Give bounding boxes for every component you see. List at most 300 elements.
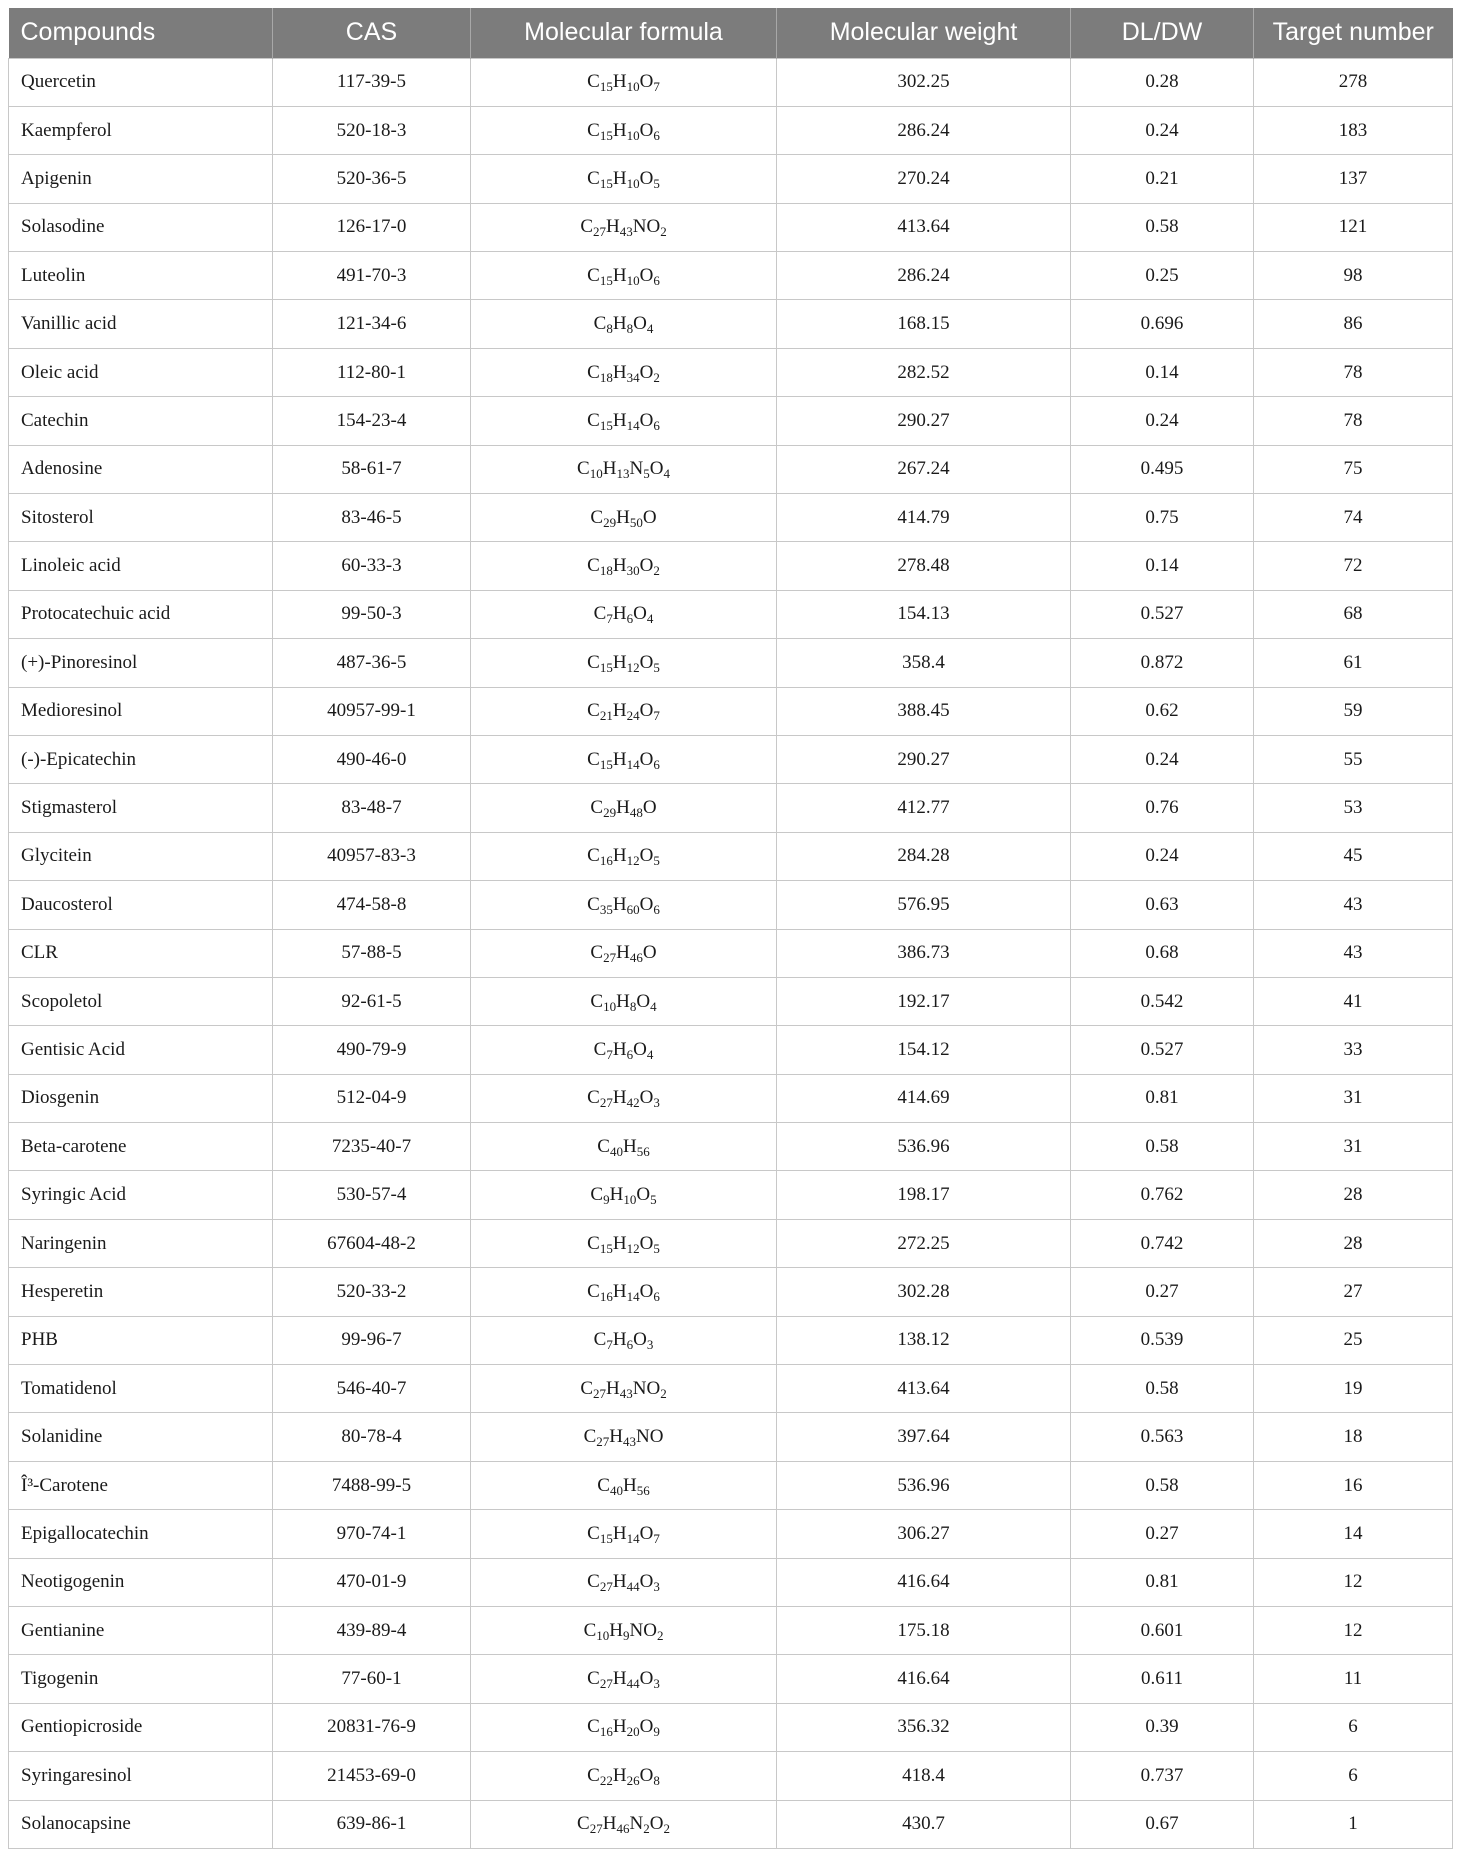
compound-name-cell: Daucosterol	[9, 881, 273, 929]
compounds-table	[8, 8, 1453, 1849]
formula-subscript: 16	[599, 853, 613, 869]
formula-element: H	[612, 71, 627, 93]
formula-subscript: 10	[626, 272, 640, 288]
dl-dw-cell: 0.81	[1071, 1074, 1254, 1122]
formula-subscript: 5	[653, 175, 660, 191]
formula-subscript: 8	[626, 321, 634, 337]
cas-cell: 83-48-7	[273, 784, 471, 832]
target-number-cell: 19	[1254, 1365, 1453, 1413]
cas-cell: 117-39-5	[273, 58, 471, 106]
molecular-formula-cell	[471, 1607, 777, 1655]
formula-subscript: 8	[653, 1772, 660, 1788]
compound-name-cell: Scopoletol	[9, 977, 273, 1025]
cas-cell: 470-01-9	[273, 1558, 471, 1606]
compound-name-cell: Sitosterol	[9, 494, 273, 542]
compound-name-cell: PHB	[9, 1316, 273, 1364]
target-number-cell: 183	[1254, 106, 1453, 154]
molecular-formula-cell	[471, 1219, 777, 1267]
formula-element: C	[587, 167, 600, 189]
compound-name-cell: Stigmasterol	[9, 784, 273, 832]
molecular-weight-cell: 175.18	[777, 1607, 1071, 1655]
formula-subscript: 27	[596, 1434, 610, 1450]
formula-element: H	[616, 797, 630, 819]
formula-subscript: 3	[646, 1337, 654, 1353]
molecular-formula-cell	[471, 348, 777, 396]
compound-name-cell: Apigenin	[9, 155, 273, 203]
formula-subscript: 3	[653, 1676, 660, 1692]
cas-cell: 520-33-2	[273, 1268, 471, 1316]
formula-element: H	[612, 748, 627, 770]
formula-element: C	[587, 1764, 600, 1786]
formula-subscript: 9	[603, 1192, 610, 1208]
cas-cell: 40957-99-1	[273, 687, 471, 735]
formula-subscript: 2	[653, 563, 660, 579]
molecular-formula-cell	[471, 494, 777, 542]
molecular-formula-cell	[471, 1655, 777, 1703]
formula-subscript: 18	[599, 563, 613, 579]
cas-cell: 67604-48-2	[273, 1219, 471, 1267]
formula-element: O	[633, 603, 647, 625]
formula-subscript: 56	[636, 1482, 650, 1498]
formula-element: C	[593, 1329, 607, 1351]
formula-element: H	[602, 1813, 617, 1835]
formula-element: H	[612, 361, 627, 383]
dl-dw-cell: 0.527	[1071, 590, 1254, 638]
formula-element: O	[639, 1280, 654, 1302]
formula-element: C	[590, 1184, 604, 1206]
formula-subscript: 6	[653, 901, 660, 917]
molecular-weight-cell: 282.52	[777, 348, 1071, 396]
formula-subscript: 8	[606, 321, 613, 337]
formula-element: O	[639, 1668, 654, 1690]
molecular-weight-cell: 430.7	[777, 1800, 1071, 1848]
formula-element: C	[590, 797, 604, 819]
header-molecular-formula: Molecular formula	[471, 8, 777, 58]
formula-element: H	[602, 458, 617, 480]
formula-subscript: 56	[636, 1143, 650, 1159]
formula-element: C	[587, 1087, 600, 1109]
compound-name-cell: Catechin	[9, 397, 273, 445]
molecular-weight-cell: 198.17	[777, 1171, 1071, 1219]
formula-element: O	[639, 119, 654, 141]
molecular-formula-cell	[471, 1074, 777, 1122]
formula-subscript: 6	[653, 417, 660, 433]
formula-subscript: 27	[603, 950, 617, 966]
formula-subscript: 30	[626, 563, 640, 579]
cas-cell: 60-33-3	[273, 542, 471, 590]
dl-dw-cell: 0.63	[1071, 881, 1254, 929]
dl-dw-cell: 0.563	[1071, 1413, 1254, 1461]
formula-subscript: 27	[589, 1821, 603, 1837]
header-dl-dw: DL/DW	[1071, 8, 1254, 58]
formula-element: O	[642, 942, 657, 964]
table-row	[9, 1752, 1453, 1800]
dl-dw-cell: 0.539	[1071, 1316, 1254, 1364]
formula-subscript: 15	[599, 272, 613, 288]
table-row	[9, 735, 1453, 783]
formula-element: C	[580, 216, 593, 238]
target-number-cell: 25	[1254, 1316, 1453, 1364]
table-row	[9, 1316, 1453, 1364]
formula-subscript: 7	[653, 79, 660, 95]
target-number-cell: 43	[1254, 929, 1453, 977]
target-number-cell: 31	[1254, 1074, 1453, 1122]
molecular-weight-cell: 536.96	[777, 1123, 1071, 1171]
formula-subscript: 4	[646, 1047, 654, 1062]
formula-element: C	[580, 1377, 593, 1399]
formula-element: H	[609, 1619, 623, 1641]
formula-element: O	[639, 1232, 654, 1254]
dl-dw-cell: 0.24	[1071, 397, 1254, 445]
molecular-formula-cell	[471, 832, 777, 880]
molecular-formula-cell	[471, 155, 777, 203]
formula-subscript: 27	[593, 1385, 606, 1401]
molecular-formula-cell	[471, 1123, 777, 1171]
formula-subscript: 6	[653, 272, 660, 288]
formula-element: H	[606, 216, 620, 238]
target-number-cell: 31	[1254, 1123, 1453, 1171]
formula-subscript: 10	[596, 1627, 610, 1643]
formula-subscript: 44	[626, 1676, 640, 1692]
dl-dw-cell: 0.39	[1071, 1703, 1254, 1751]
molecular-weight-cell: 168.15	[777, 300, 1071, 348]
formula-subscript: 3	[653, 1095, 660, 1111]
table-row	[9, 348, 1453, 396]
compound-name-cell: (+)-Pinoresinol	[9, 639, 273, 687]
molecular-formula-cell	[471, 252, 777, 300]
formula-element: C	[587, 119, 600, 141]
molecular-formula-cell	[471, 1703, 777, 1751]
formula-subscript: 15	[599, 1240, 613, 1256]
cas-cell: 491-70-3	[273, 252, 471, 300]
dl-dw-cell: 0.68	[1071, 929, 1254, 977]
table-row	[9, 977, 1453, 1025]
compound-name-cell: Linoleic acid	[9, 542, 273, 590]
table-row	[9, 1074, 1453, 1122]
molecular-formula-cell	[471, 1171, 777, 1219]
molecular-weight-cell: 414.79	[777, 494, 1071, 542]
molecular-weight-cell: 270.24	[777, 155, 1071, 203]
table-row	[9, 203, 1453, 251]
compound-name-cell: Hesperetin	[9, 1268, 273, 1316]
cas-cell: 530-57-4	[273, 1171, 471, 1219]
formula-subscript: 46	[616, 1821, 630, 1837]
formula-element: O	[649, 458, 664, 480]
formula-subscript: 34	[626, 369, 640, 385]
compound-name-cell: Naringenin	[9, 1219, 273, 1267]
target-number-cell: 43	[1254, 881, 1453, 929]
formula-subscript: 46	[629, 950, 643, 966]
cas-cell: 7235-40-7	[273, 1123, 471, 1171]
compound-name-cell: Medioresinol	[9, 687, 273, 735]
formula-subscript: 42	[626, 1095, 640, 1111]
formula-element: H	[616, 942, 630, 964]
formula-element: H	[612, 167, 627, 189]
molecular-weight-cell: 386.73	[777, 929, 1071, 977]
compound-name-cell: Solanocapsine	[9, 1800, 273, 1848]
formula-subscript: 10	[626, 79, 640, 95]
dl-dw-cell: 0.58	[1071, 1123, 1254, 1171]
table-row	[9, 1268, 1453, 1316]
formula-subscript: 13	[616, 466, 630, 482]
formula-subscript: 10	[589, 466, 603, 482]
target-number-cell: 86	[1254, 300, 1453, 348]
formula-subscript: 14	[626, 756, 640, 772]
cas-cell: 80-78-4	[273, 1413, 471, 1461]
target-number-cell: 59	[1254, 687, 1453, 735]
molecular-weight-cell: 397.64	[777, 1413, 1071, 1461]
formula-subscript: 5	[653, 853, 660, 869]
formula-element: H	[609, 1184, 624, 1206]
formula-subscript: 4	[646, 611, 654, 627]
target-number-cell: 55	[1254, 735, 1453, 783]
formula-subscript: 43	[622, 1434, 636, 1450]
formula-subscript: 43	[619, 224, 633, 240]
formula-subscript: 22	[599, 1772, 613, 1788]
molecular-formula-cell	[471, 203, 777, 251]
formula-element: NO	[632, 1377, 661, 1399]
target-number-cell: 45	[1254, 832, 1453, 880]
table-row	[9, 1703, 1453, 1751]
formula-subscript: 15	[599, 417, 613, 433]
formula-subscript: 2	[656, 1627, 664, 1643]
target-number-cell: 27	[1254, 1268, 1453, 1316]
formula-element: C	[577, 1813, 590, 1835]
table-row	[9, 542, 1453, 590]
cas-cell: 126-17-0	[273, 203, 471, 251]
formula-subscript: 12	[626, 853, 640, 869]
formula-element: H	[612, 845, 627, 867]
table-row	[9, 1607, 1453, 1655]
formula-subscript: 26	[626, 1772, 640, 1788]
cas-cell: 112-80-1	[273, 348, 471, 396]
molecular-formula-cell	[471, 542, 777, 590]
formula-subscript: 15	[599, 1530, 613, 1546]
molecular-formula-cell	[471, 687, 777, 735]
formula-subscript: 6	[626, 611, 634, 627]
table-row	[9, 1558, 1453, 1606]
molecular-formula-cell	[471, 1752, 777, 1800]
dl-dw-cell: 0.762	[1071, 1171, 1254, 1219]
target-number-cell: 16	[1254, 1461, 1453, 1509]
formula-element: C	[590, 942, 604, 964]
formula-subscript: 20	[626, 1724, 640, 1740]
formula-subscript: 50	[629, 514, 643, 530]
compound-name-cell: (-)-Epicatechin	[9, 735, 273, 783]
cas-cell: 77-60-1	[273, 1655, 471, 1703]
formula-element: O	[633, 1329, 647, 1351]
formula-element: H	[616, 506, 630, 528]
molecular-formula-cell	[471, 397, 777, 445]
formula-subscript: 7	[653, 708, 660, 724]
formula-subscript: 29	[603, 805, 617, 821]
formula-element: O	[639, 748, 654, 770]
formula-subscript: 24	[626, 708, 640, 724]
table-row	[9, 687, 1453, 735]
formula-element: C	[583, 1619, 597, 1641]
header-target-number: Target number	[1272, 18, 1434, 47]
formula-subscript: 6	[653, 1288, 660, 1304]
formula-element: O	[639, 167, 654, 189]
formula-subscript: 10	[603, 998, 617, 1014]
compound-name-cell: Oleic acid	[9, 348, 273, 396]
formula-element: C	[587, 651, 600, 673]
formula-element: N	[629, 1813, 644, 1835]
header-compounds: Compounds	[9, 8, 273, 58]
formula-subscript: 27	[599, 1676, 613, 1692]
formula-subscript: 6	[626, 1337, 634, 1353]
target-number-cell: 28	[1254, 1171, 1453, 1219]
molecular-weight-cell: 290.27	[777, 735, 1071, 783]
compound-name-cell: Gentianine	[9, 1607, 273, 1655]
molecular-weight-cell: 388.45	[777, 687, 1071, 735]
dl-dw-cell: 0.696	[1071, 300, 1254, 348]
formula-subscript: 5	[643, 466, 650, 482]
formula-subscript: 14	[626, 1530, 640, 1546]
formula-subscript: 6	[653, 756, 660, 772]
target-number-cell: 6	[1254, 1752, 1453, 1800]
dl-dw-cell: 0.27	[1071, 1268, 1254, 1316]
cas-cell: 57-88-5	[273, 929, 471, 977]
formula-subscript: 5	[653, 659, 660, 675]
target-number-cell: 78	[1254, 397, 1453, 445]
compound-name-cell: Protocatechuic acid	[9, 590, 273, 638]
formula-subscript: 3	[653, 1579, 660, 1595]
formula-subscript: 44	[626, 1579, 640, 1595]
formula-subscript: 4	[650, 998, 657, 1014]
molecular-weight-cell: 192.17	[777, 977, 1071, 1025]
formula-subscript: 35	[599, 901, 613, 917]
formula-element: H	[616, 990, 630, 1012]
formula-element: H	[612, 555, 627, 577]
formula-element: O	[639, 264, 654, 286]
formula-element: O	[639, 845, 654, 867]
table-row	[9, 1026, 1453, 1074]
formula-subscript: 14	[626, 417, 640, 433]
formula-element: O	[639, 1716, 654, 1738]
formula-element: H	[612, 1716, 627, 1738]
table-row	[9, 929, 1453, 977]
molecular-formula-cell	[471, 106, 777, 154]
formula-subscript: 15	[599, 175, 613, 191]
table-row	[9, 106, 1453, 154]
formula-element: H	[606, 1377, 620, 1399]
molecular-weight-cell: 358.4	[777, 639, 1071, 687]
formula-element: O	[639, 1087, 654, 1109]
cas-cell: 474-58-8	[273, 881, 471, 929]
formula-element: O	[633, 1039, 647, 1060]
compound-name-cell: Quercetin	[9, 58, 273, 106]
compound-name-cell: Î³-Carotene	[9, 1461, 273, 1509]
molecular-weight-cell: 284.28	[777, 832, 1071, 880]
compound-name-cell: CLR	[9, 929, 273, 977]
cas-cell: 970-74-1	[273, 1510, 471, 1558]
table-row	[9, 1365, 1453, 1413]
table-row	[9, 832, 1453, 880]
dl-dw-cell: 0.495	[1071, 445, 1254, 493]
compound-name-cell: Beta-carotene	[9, 1123, 273, 1171]
dl-dw-cell: 0.58	[1071, 1461, 1254, 1509]
molecular-weight-cell: 290.27	[777, 397, 1071, 445]
molecular-formula-cell	[471, 1800, 777, 1848]
target-number-cell: 74	[1254, 494, 1453, 542]
formula-element: O	[642, 506, 657, 528]
formula-element: H	[612, 409, 627, 431]
formula-element: O	[649, 1813, 664, 1835]
formula-element: O	[639, 71, 654, 93]
formula-subscript: 10	[626, 127, 640, 143]
dl-dw-cell: 0.24	[1071, 832, 1254, 880]
table-row	[9, 397, 1453, 445]
molecular-formula-cell	[471, 1026, 777, 1074]
molecular-weight-cell: 306.27	[777, 1510, 1071, 1558]
formula-element: C	[587, 1522, 600, 1544]
dl-dw-cell: 0.14	[1071, 542, 1254, 590]
table-row	[9, 58, 1453, 106]
table-row	[9, 1655, 1453, 1703]
compound-name-cell: Kaempferol	[9, 106, 273, 154]
molecular-formula-cell	[471, 1365, 777, 1413]
formula-element: H	[612, 1329, 627, 1351]
table-row	[9, 1461, 1453, 1509]
molecular-formula-cell	[471, 1510, 777, 1558]
formula-element: C	[587, 1668, 600, 1690]
formula-subscript: 14	[626, 1288, 640, 1304]
compound-name-cell: Epigallocatechin	[9, 1510, 273, 1558]
formula-element: H	[612, 264, 627, 286]
formula-subscript: 6	[653, 127, 660, 143]
formula-subscript: 2	[663, 1821, 670, 1837]
formula-element: H	[612, 700, 627, 722]
formula-element: C	[587, 555, 600, 577]
dl-dw-cell: 0.76	[1071, 784, 1254, 832]
cas-cell: 99-50-3	[273, 590, 471, 638]
molecular-weight-cell: 154.12	[777, 1026, 1071, 1074]
formula-element: H	[612, 1522, 627, 1544]
cas-cell: 520-18-3	[273, 106, 471, 154]
cas-cell: 58-61-7	[273, 445, 471, 493]
compound-name-cell: Gentiopicroside	[9, 1703, 273, 1751]
target-number-cell: 78	[1254, 348, 1453, 396]
table-row	[9, 300, 1453, 348]
molecular-weight-cell: 138.12	[777, 1316, 1071, 1364]
formula-element: O	[642, 797, 657, 819]
formula-subscript: 2	[653, 369, 660, 385]
molecular-formula-cell	[471, 639, 777, 687]
formula-subscript: 16	[599, 1288, 613, 1304]
dl-dw-cell: 0.14	[1071, 348, 1254, 396]
target-number-cell: 41	[1254, 977, 1453, 1025]
table-row	[9, 784, 1453, 832]
formula-subscript: 7	[606, 1337, 613, 1353]
formula-element: O	[639, 1522, 654, 1544]
formula-element: O	[639, 1764, 654, 1786]
compound-name-cell: Adenosine	[9, 445, 273, 493]
formula-subscript: 2	[643, 1821, 650, 1837]
formula-subscript: 48	[629, 805, 643, 821]
compound-name-cell: Syringic Acid	[9, 1171, 273, 1219]
formula-subscript: 8	[629, 998, 637, 1014]
formula-element: O	[639, 893, 654, 915]
formula-element: H	[622, 1135, 637, 1157]
formula-subscript: 12	[626, 1240, 640, 1256]
compound-name-cell: Gentisic Acid	[9, 1026, 273, 1074]
molecular-weight-cell: 302.25	[777, 58, 1071, 106]
formula-element: NO	[632, 216, 661, 238]
compound-name-cell: Solanidine	[9, 1413, 273, 1461]
molecular-formula-cell	[471, 1413, 777, 1461]
molecular-weight-cell: 416.64	[777, 1558, 1071, 1606]
